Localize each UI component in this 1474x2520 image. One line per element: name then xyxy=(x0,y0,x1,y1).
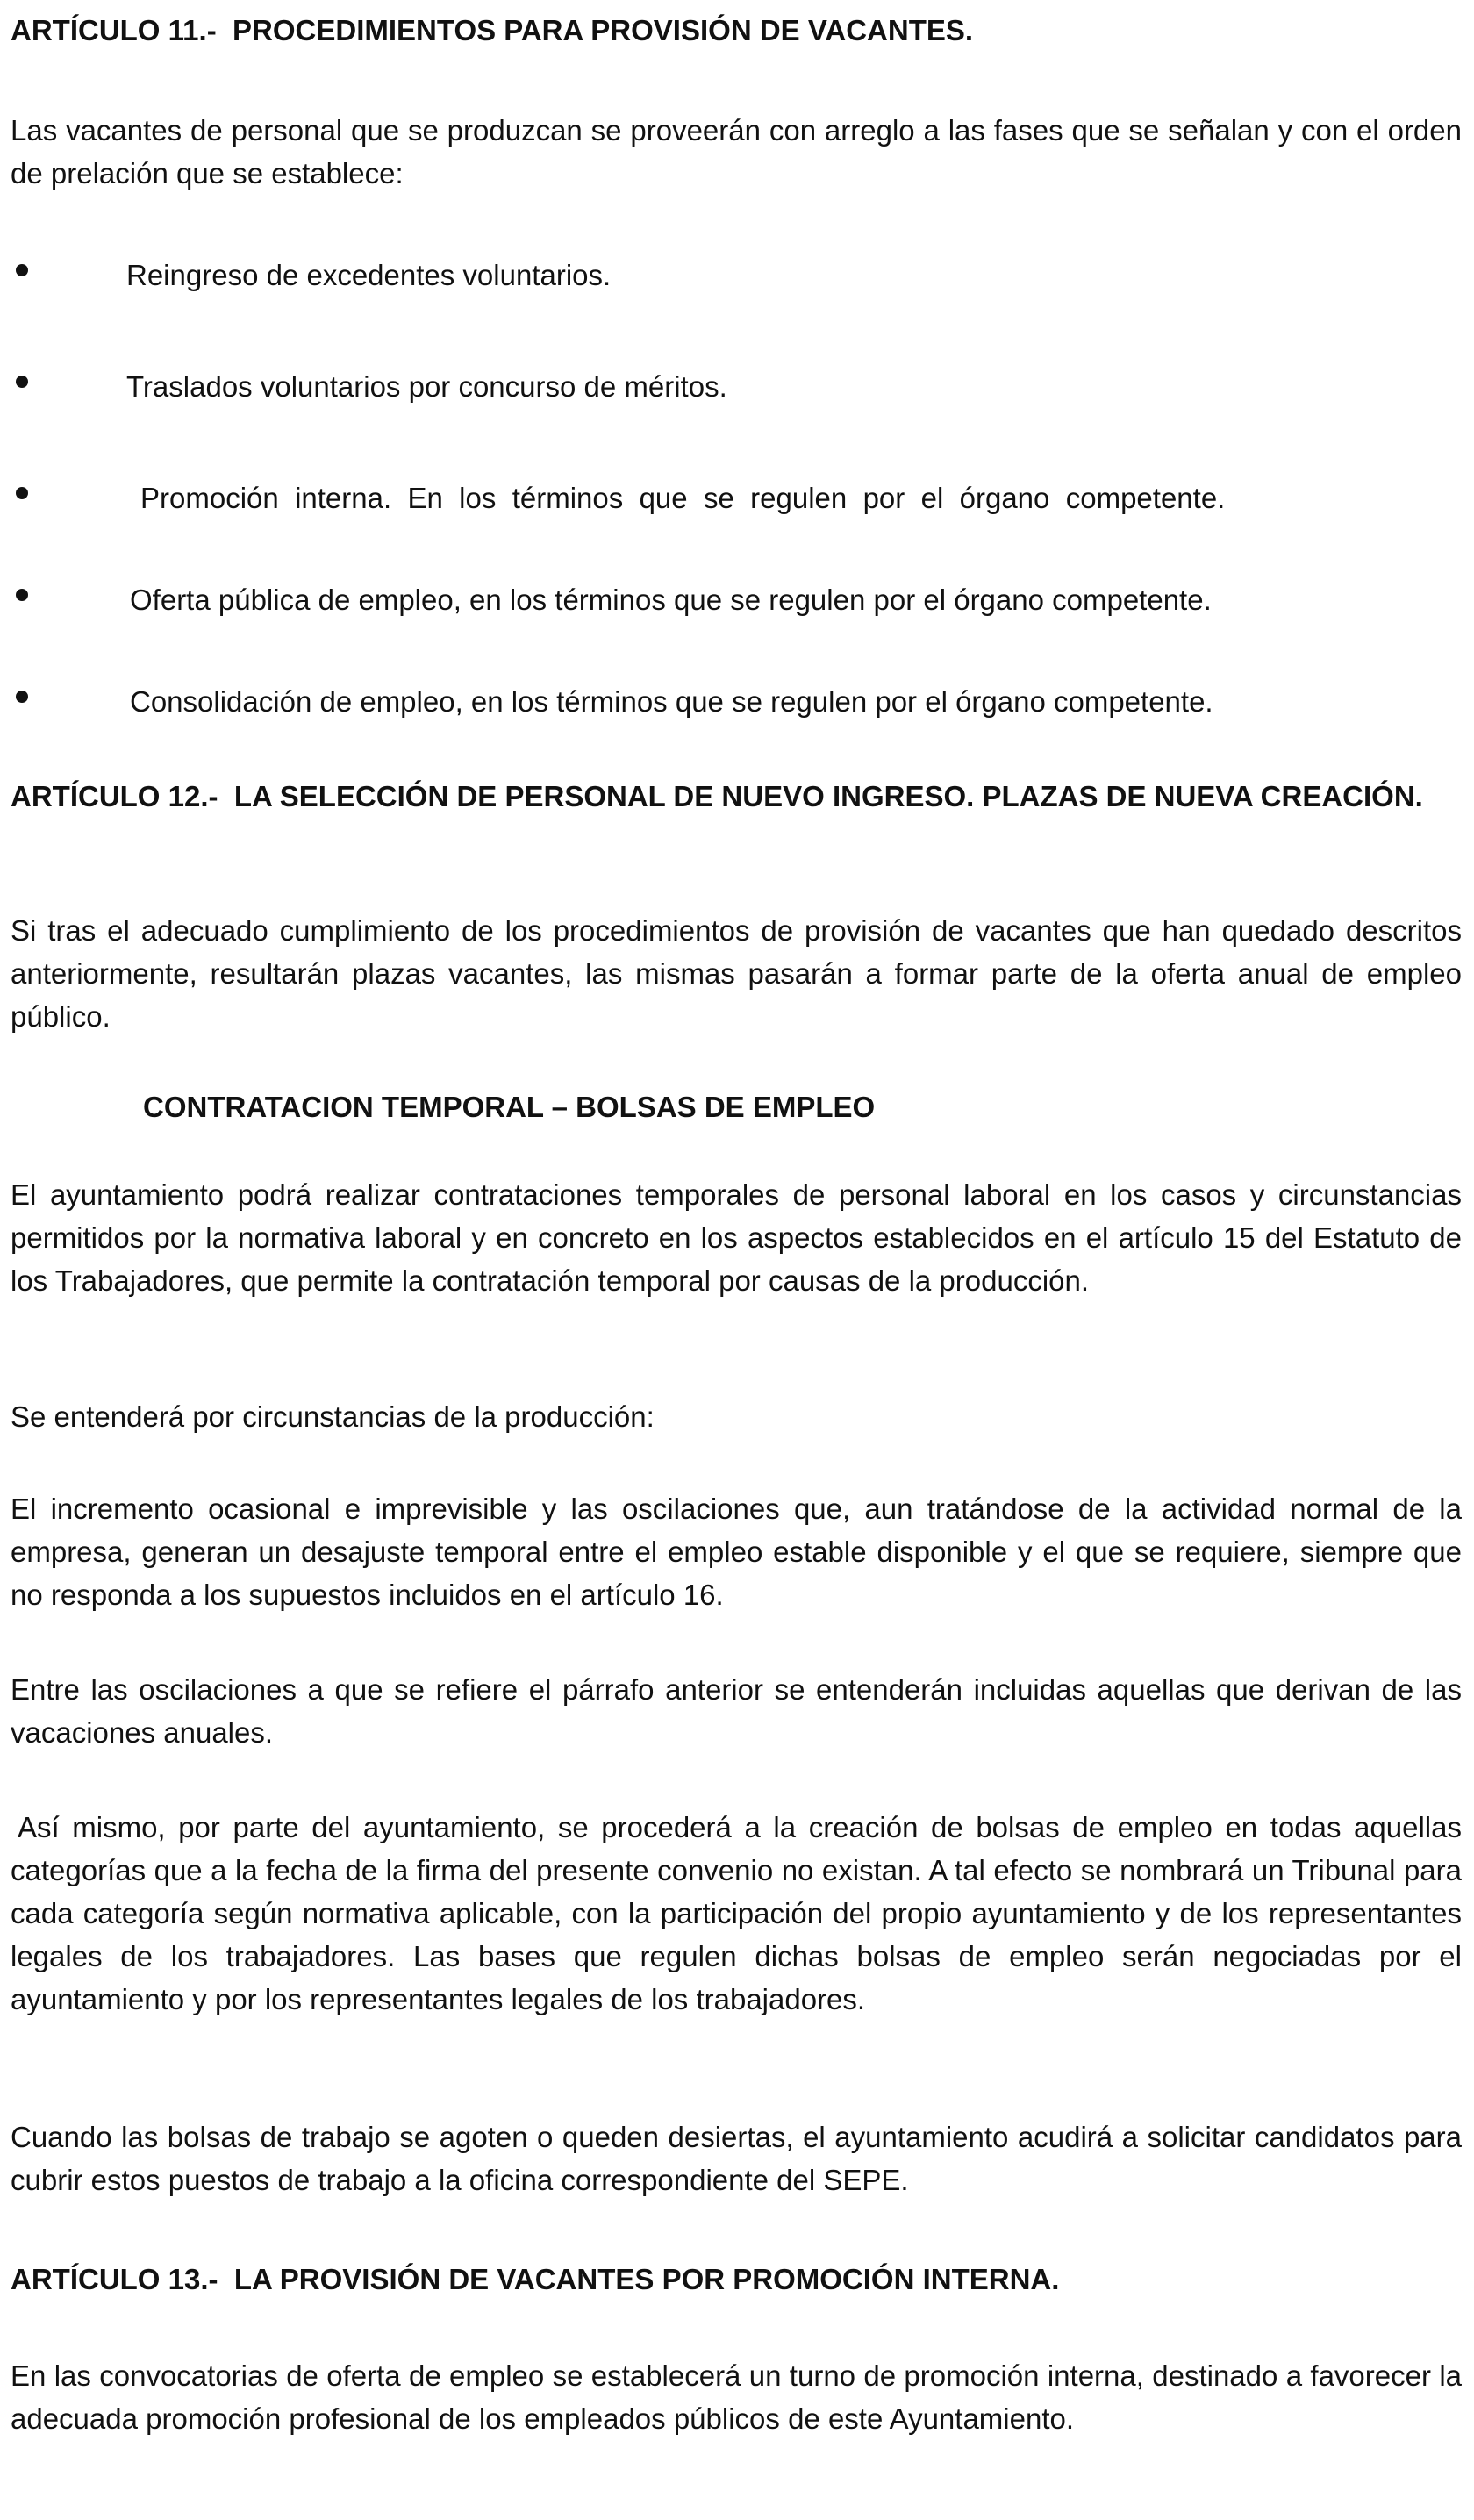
article-11-heading: ARTÍCULO 11.- PROCEDIMIENTOS PARA PROVISIÓN DE VACANTES. xyxy=(11,14,974,47)
article-12-paragraph-5: Entre las oscilaciones a que se refiere el párrafo anterior se entenderán incluidas aquellas que derivan de las vacaciones anuales. xyxy=(11,1673,1462,1749)
article-12-paragraph-4: El incremento ocasional e imprevisible y las oscilaciones que, aun tratándose de la actividad normal de la empresa, generan un desajuste temporal entre el empleo estable disponible y el que se requiere, siempre que no responda a los supuestos incluidos en el artículo 16. xyxy=(11,1493,1462,1611)
article-12-heading: ARTÍCULO 12.- LA SELECCIÓN DE PERSONAL DE NUEVO INGRESO. PLAZAS DE NUEVA CREACIÓN. xyxy=(11,780,1423,813)
article-12-subheading: CONTRATACION TEMPORAL – BOLSAS DE EMPLEO xyxy=(143,1091,876,1123)
article-11-intro: Las vacantes de personal que se produzcan se proveerán con arreglo a las fases que se señalan y con el orden de prelación que se establece: xyxy=(11,114,1462,190)
list-item xyxy=(11,680,1462,723)
bullet-icon xyxy=(16,691,28,703)
bullet-icon xyxy=(16,589,28,601)
article-13-paragraph-1: En las convocatorias de oferta de empleo se establecerá un turno de promoción interna, destinado a favorecer la adecuada promoción profesional de los empleados públicos de este Ayuntamiento. xyxy=(11,2359,1462,2435)
list-item-text: Traslados voluntarios por concurso de méritos. xyxy=(126,370,727,403)
article-12-paragraph-3: Se entenderá por circunstancias de la producción: xyxy=(11,1400,655,1433)
article-12-paragraph-6: Así mismo, por parte del ayuntamiento, se procederá a la creación de bolsas de empleo en todas aquellas categorías que a la fecha de la firma del presente convenio no existan. A tal efecto se nombrará un Tribunal para cada categoría según normativa aplicable, con la participación del propio ayuntamiento y de los representantes legales de los trabajadores. Las bases que regulen dichas bolsas de empleo serán negociadas por el ayuntamiento y por los representantes legales de los trabajadores. xyxy=(11,1811,1462,2015)
article-12-paragraph-1: Si tras el adecuado cumplimiento de los procedimientos de provisión de vacantes que han quedado descritos anteriormente, resultarán plazas vacantes, las mismas pasarán a formar parte de la oferta anual de empleo público. xyxy=(11,914,1462,1033)
bullet-icon xyxy=(16,487,28,499)
list-item xyxy=(11,254,1462,297)
list-item xyxy=(11,476,1462,519)
article-12-paragraph-7: Cuando las bolsas de trabajo se agoten o queden desiertas, el ayuntamiento acudirá a solicitar candidatos para cubrir estos puestos de trabajo a la oficina correspondiente del SEPE. xyxy=(11,2121,1462,2196)
bullet-icon xyxy=(16,376,28,388)
list-item-text: Promoción interna. En los términos que se regulen por el órgano competente. xyxy=(140,482,1226,514)
list-item-text: Reingreso de excedentes voluntarios. xyxy=(126,259,612,291)
article-13-heading: ARTÍCULO 13.- LA PROVISIÓN DE VACANTES POR PROMOCIÓN INTERNA. xyxy=(11,2263,1060,2295)
list-item-text: Consolidación de empleo, en los términos que se regulen por el órgano competente. xyxy=(130,685,1213,718)
list-item xyxy=(11,578,1462,621)
list-item-text: Oferta pública de empleo, en los términos que se regulen por el órgano competente. xyxy=(130,583,1212,616)
list-item xyxy=(11,365,1462,408)
bullet-icon xyxy=(16,264,28,276)
article-12-paragraph-2: El ayuntamiento podrá realizar contrataciones temporales de personal laboral en los casos y circunstancias permitidos por la normativa laboral y en concreto en los aspectos establecidos en el artículo 15 del Estatuto de los Trabajadores, que permite la contratación temporal por causas de la producción. xyxy=(11,1178,1462,1297)
